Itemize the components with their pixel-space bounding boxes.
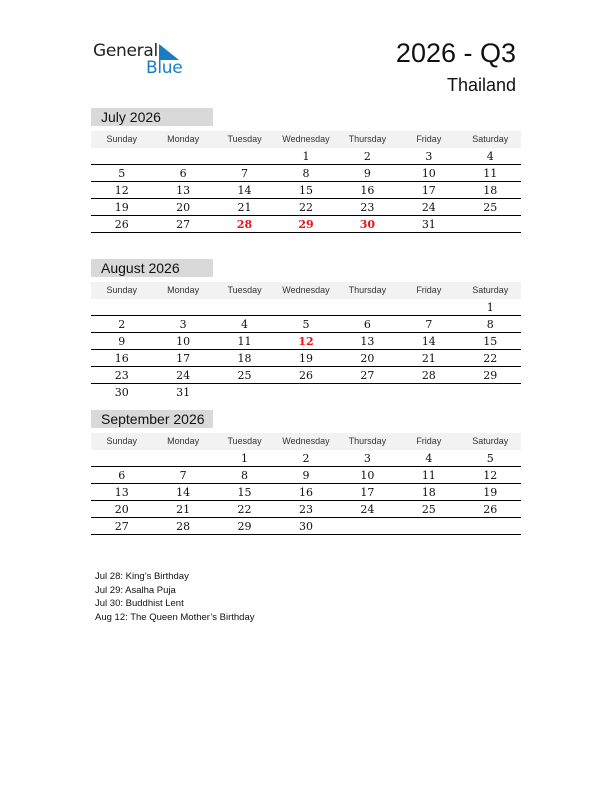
weekday-label: Wednesday xyxy=(282,285,330,295)
holiday-note: Jul 30: Buddhist Lent xyxy=(95,598,184,609)
week-row xyxy=(91,450,521,467)
day-cell: 30 xyxy=(298,520,313,533)
day-cell: 29 xyxy=(298,218,314,231)
day-cell: 26 xyxy=(483,503,498,516)
day-cell: 17 xyxy=(360,486,375,499)
day-cell: 24 xyxy=(421,201,436,214)
day-cell: 23 xyxy=(360,201,375,214)
day-cell: 19 xyxy=(114,201,129,214)
week-row xyxy=(91,148,521,165)
day-cell: 16 xyxy=(360,184,375,197)
day-cell: 14 xyxy=(176,486,191,499)
day-cell: 15 xyxy=(298,184,313,197)
weekday-label: Thursday xyxy=(348,285,387,295)
day-cell: 26 xyxy=(114,218,129,231)
weekday-label: Monday xyxy=(167,436,200,446)
week-row xyxy=(91,333,521,350)
week-row xyxy=(91,182,521,199)
day-cell: 18 xyxy=(237,352,252,365)
week-row xyxy=(91,299,521,316)
weekday-label: Sunday xyxy=(106,436,137,446)
day-cell xyxy=(91,148,152,164)
day-cell: 12 xyxy=(114,184,129,197)
day-cell xyxy=(398,384,459,400)
day-cell xyxy=(91,450,152,466)
weekday-label: Saturday xyxy=(472,134,509,144)
week-row xyxy=(91,367,521,384)
day-cell: 5 xyxy=(118,167,126,180)
day-cell: 27 xyxy=(176,218,191,231)
day-cell: 25 xyxy=(237,369,252,382)
week-row xyxy=(91,501,521,518)
day-cell: 25 xyxy=(421,503,436,516)
holiday-note: Jul 28: King’s Birthday xyxy=(95,571,189,582)
page-title: 2026 - Q3 xyxy=(395,38,516,68)
weekday-label: Friday xyxy=(416,436,442,446)
day-cell: 1 xyxy=(486,301,494,314)
week-row xyxy=(91,518,521,535)
day-cell xyxy=(152,148,213,164)
week-row xyxy=(91,216,521,233)
day-cell: 13 xyxy=(360,335,375,348)
day-cell: 30 xyxy=(114,386,129,399)
day-cell xyxy=(337,384,398,400)
logo xyxy=(93,41,193,81)
day-cell: 21 xyxy=(176,503,191,516)
weekday-label: Tuesday xyxy=(227,134,262,144)
day-cell: 25 xyxy=(483,201,498,214)
month-title: August 2026 xyxy=(91,259,213,277)
day-cell: 6 xyxy=(179,167,187,180)
day-cell: 22 xyxy=(298,201,313,214)
day-cell xyxy=(214,299,275,315)
day-cell xyxy=(214,148,275,164)
day-cell: 2 xyxy=(118,318,126,331)
day-cell: 30 xyxy=(359,218,376,231)
week-row xyxy=(91,467,521,484)
day-cell: 12 xyxy=(298,335,314,348)
day-cell: 4 xyxy=(425,452,433,465)
day-cell: 6 xyxy=(363,318,371,331)
day-cell xyxy=(275,299,336,315)
week-row xyxy=(91,165,521,182)
weekday-label: Monday xyxy=(167,134,200,144)
day-cell: 19 xyxy=(483,486,498,499)
day-cell: 27 xyxy=(114,520,129,533)
day-cell: 7 xyxy=(425,318,433,331)
day-cell: 24 xyxy=(360,503,375,516)
day-cell: 29 xyxy=(483,369,498,382)
day-cell xyxy=(398,299,459,315)
logo-text-general: General xyxy=(93,41,158,61)
day-cell: 18 xyxy=(421,486,436,499)
weeks xyxy=(91,148,521,233)
weekday-header-row xyxy=(91,282,521,299)
logo-text-blue: Blue xyxy=(146,58,183,78)
day-cell xyxy=(337,518,398,534)
day-cell xyxy=(152,299,213,315)
day-cell: 27 xyxy=(360,369,375,382)
weekday-label: Saturday xyxy=(472,436,509,446)
weeks xyxy=(91,299,521,400)
day-cell: 10 xyxy=(176,335,191,348)
holiday-note: Aug 12: The Queen Mother’s Birthday xyxy=(95,611,255,623)
weekday-label: Saturday xyxy=(472,285,509,295)
day-cell: 28 xyxy=(421,369,436,382)
weeks xyxy=(91,450,521,535)
day-cell xyxy=(152,450,213,466)
day-cell: 17 xyxy=(421,184,436,197)
day-cell: 18 xyxy=(483,184,498,197)
day-cell: 13 xyxy=(176,184,191,197)
day-cell: 10 xyxy=(360,469,375,482)
day-cell: 21 xyxy=(421,352,436,365)
day-cell: 14 xyxy=(421,335,436,348)
day-cell xyxy=(91,299,152,315)
day-cell xyxy=(275,384,336,400)
week-row xyxy=(91,384,521,400)
day-cell: 11 xyxy=(483,167,498,180)
country-label: Thailand xyxy=(446,75,516,95)
day-cell: 11 xyxy=(237,335,252,348)
day-cell: 28 xyxy=(176,520,191,533)
day-cell: 6 xyxy=(118,469,126,482)
day-cell: 7 xyxy=(241,167,249,180)
day-cell: 21 xyxy=(237,201,252,214)
day-cell xyxy=(398,518,459,534)
day-cell: 9 xyxy=(302,469,310,482)
week-row xyxy=(91,350,521,367)
day-cell: 2 xyxy=(302,452,310,465)
weekday-header-row xyxy=(91,131,521,148)
day-cell: 3 xyxy=(425,150,433,163)
day-cell: 1 xyxy=(241,452,249,465)
day-cell: 9 xyxy=(363,167,371,180)
weekday-header-row xyxy=(91,433,521,450)
weekday-label: Wednesday xyxy=(282,134,330,144)
month-title: September 2026 xyxy=(91,410,213,428)
weekday-label: Friday xyxy=(416,134,442,144)
day-cell: 4 xyxy=(241,318,249,331)
weekday-label: Thursday xyxy=(348,134,387,144)
day-cell: 5 xyxy=(486,452,494,465)
day-cell xyxy=(460,216,521,232)
weekday-label: Thursday xyxy=(348,436,387,446)
day-cell: 24 xyxy=(176,369,191,382)
day-cell: 11 xyxy=(421,469,436,482)
day-cell: 1 xyxy=(302,150,310,163)
day-cell: 4 xyxy=(486,150,494,163)
day-cell xyxy=(460,384,521,400)
month-september xyxy=(91,410,521,535)
day-cell: 23 xyxy=(298,503,313,516)
day-cell: 16 xyxy=(298,486,313,499)
day-cell: 20 xyxy=(360,352,375,365)
month-title: July 2026 xyxy=(91,108,213,126)
day-cell: 28 xyxy=(236,218,253,231)
day-cell xyxy=(337,299,398,315)
day-cell: 8 xyxy=(241,469,249,482)
month-july xyxy=(91,108,521,233)
month-august xyxy=(91,259,521,400)
day-cell: 19 xyxy=(298,352,313,365)
weekday-label: Wednesday xyxy=(282,436,330,446)
weekday-label: Friday xyxy=(416,285,442,295)
day-cell: 9 xyxy=(118,335,126,348)
weekday-label: Sunday xyxy=(106,285,137,295)
weekday-label: Tuesday xyxy=(227,285,262,295)
day-cell xyxy=(214,384,275,400)
week-row xyxy=(91,199,521,216)
day-cell: 5 xyxy=(302,318,310,331)
day-cell: 16 xyxy=(114,352,129,365)
day-cell: 7 xyxy=(179,469,187,482)
day-cell: 15 xyxy=(483,335,498,348)
day-cell: 23 xyxy=(114,369,129,382)
day-cell: 20 xyxy=(114,503,129,516)
day-cell: 17 xyxy=(176,352,191,365)
day-cell: 31 xyxy=(421,218,436,231)
day-cell: 3 xyxy=(363,452,371,465)
day-cell: 29 xyxy=(237,520,252,533)
day-cell xyxy=(460,518,521,534)
day-cell: 20 xyxy=(176,201,191,214)
day-cell: 12 xyxy=(483,469,498,482)
day-cell: 15 xyxy=(237,486,252,499)
weekday-label: Monday xyxy=(167,285,200,295)
day-cell: 2 xyxy=(363,150,371,163)
day-cell: 22 xyxy=(237,503,252,516)
day-cell: 31 xyxy=(176,386,191,399)
week-row xyxy=(91,484,521,501)
weekday-label: Sunday xyxy=(106,134,137,144)
day-cell: 8 xyxy=(302,167,310,180)
holiday-note: Jul 29: Asalha Puja xyxy=(95,584,176,596)
day-cell: 14 xyxy=(237,184,252,197)
weekday-label: Tuesday xyxy=(227,436,262,446)
day-cell: 22 xyxy=(483,352,498,365)
day-cell: 13 xyxy=(114,486,129,499)
day-cell: 10 xyxy=(421,167,436,180)
holiday-notes xyxy=(95,570,255,624)
week-row xyxy=(91,316,521,333)
day-cell: 8 xyxy=(486,318,494,331)
day-cell: 3 xyxy=(179,318,187,331)
day-cell: 26 xyxy=(298,369,313,382)
